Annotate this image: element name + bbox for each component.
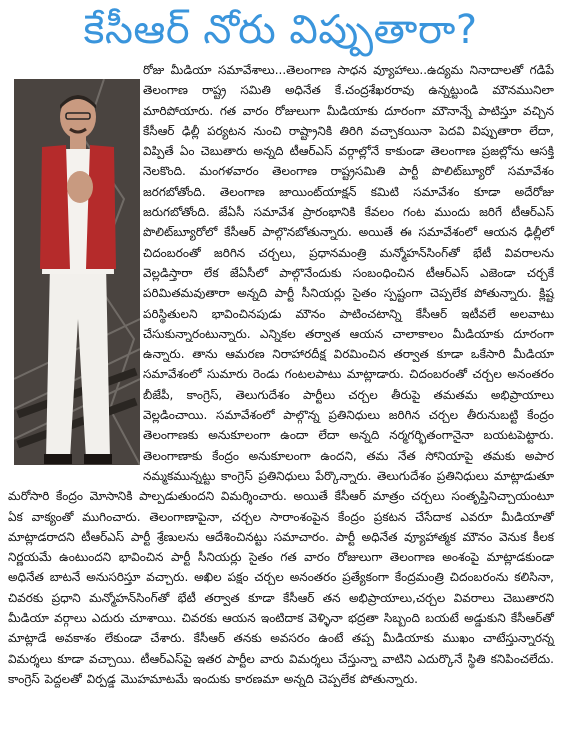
article-headline: కేసీఆర్ నోరు విప్పుతారా?: [83, 7, 478, 53]
article-paragraph: రోజు మీడియా సమావేశాలు...తెలంగాణ సాధన వ్యూహాలు..ఉద్యమ నినాదాలతో గడిపే తెలంగాణ రాష్ట్ర సమితి అధినేత కే.చంద్రశేఖరరావు ఉన్నట్టుండి మౌనమునిలా మారిపోయారు. గత వారం రోజులుగా మీడియాకు దూరంగా మౌనాన్నే పాటిస్తూ వచ్చిన కేసీఆర్ ఢిల్లీ పర్యటన నుంచి రాష్ట్రానికి తిరిగి వచ్చాకయినా పెదవి విప్పుతారా లేదా, విప్పితే ఏం చెబుతారు అన్నది టీఆర్ఎస్ వర్గాల్లోనే కాకుండా తెలంగాణ ప్రజల్లోను ఆసక్తి నెలకొంది. మంగళవారం తెలంగాణ రాష్ట్రసమితి పార్టీ పొలిట్‌బ్యూరో సమావేశం జరగబోతోంది. తెలంగాణ జాయింట్‌యాక్షన్ కమిటి సమావేశం కూడా అదేరోజు జరుగబోతోంది. జేఏసీ సమావేశ ప్రారంభానికి కేవలం గంట ముందు జరిగే టీఆర్ఎస్ పొలిట్‌బ్యూరోలో కేసీఆర్ పాల్గొనబోతున్నారు. అయితే ఈ సమావేశంలో ఆయన ఢిల్లీలో చిదంబరంతో జరిగిన చర్చలు, ప్రధానమంత్రి మన్మోహన్‌సింగ్‌తో భేటీ వివరాలను వెల్లడిస్తారా లేక జేఏసీలో పాల్గొనేందుకు సంబంధించిన టీఆర్ఎస్ ఎజెండా చర్చకే పరిమితమవుతారా అన్నది పార్టీ సీనియర్లు సైతం స్పష్టంగా చెప్పలేక పోతున్నారు. క్లిష్ట పరిస్థితులని భావించినపుడు మౌనం పాటించటాన్ని కేసీఆర్ ఇటీవలే అలవాటు చేసుకున్నారంటున్నారు. ఎన్నికల తర్వాత ఆయన చాలాకాలం మీడియాకు దూరంగా ఉన్నారు. తాను ఆమరణ నిరాహారదీక్ష విరమించిన తర్వాత కూడా ఒకేసారి మీడియా సమావేశంలో సుమారు రెండు గంటలపాటు మాట్లాడారు. చిదంబరంతో చర్చల అనంతరం బీజేపీ, కాంగ్రెస్, తెలుగుదేశం పార్టీలు చర్చల తీరుపై తమతమ అభిప్రాయాలు వెల్లడించాయి. సమావేశంలో పాల్గొన్న ప్రతినిధులు జరిగిన చర్చల తీరునుబట్టి కేంద్రం తెలంగాణకు అనుకూలంగా ఉందా లేదా అన్నది నర్మగర్భితంగానైనా బయటపెట్టారు. తెలంగాణాకు కేంద్రం అనుకూలంగా ఉందని, తమ నేత సోనియాపై తమకు అపార నమ్మకమున్నట్టు కాంగ్రెస్ ప్రతినిధులు పేర్కొన్నారు. తెలుగుదేశం ప్రతినిధులు మాట్లాడుతూ మరోసారి కేంద్రం మోసానికి పాల్పడుతుందని విమర్శించారు. అయితే కేసీఆర్ మాత్రం చర్చలు సంతృప్తినిచ్చాయంటూ ఏక వాక్యంతో ముగించారు. తెలంగాణాపైనా, చర్చల సారాంశంపైన కేంద్రం ప్రకటన చేసేదాక ఎవరూ మీడియాతో మాట్లాడరాదని టీఆర్ఎస్ పార్టీ శ్రేణులను ఆదేశించినట్టు సమాచారం. పార్టీ అధినేత వ్యూహాత్మక మౌనం వెనుక కీలక నిర్ణయమే ఉంటుందని భావించిన పార్టీ సీనియర్లు సైతం గత వారం రోజులుగా తెలంగాణ అంశంపై మాట్లాడకుండా అధినేత బాటనే అనుసరిస్తూ వచ్చారు. అఖిల పక్షం చర్చల అనంతరం ప్రత్యేకంగా కేంద్రమంత్రి చిదంబరంను కలిసినా, చివరకు ప్రధాని మన్మోహన్‌సింగ్‌తో భేటీ తర్వాత కూడా కేసీఆర్ తన అభిప్రాయాలు,చర్చల వివరాలు చెబుతారని మీడియా వర్గాలు ఎదురు చూశాయి. చివరకు ఆయన ఇంటిదాక వెళ్ళినా భద్రతా సిబ్బంది బయటే అడ్డుకుని కేసీఆర్‌తో మాట్లాడే అవకాశం లేకుండా చేశారు. కేసీఆర్ తనకు అవసరం ఉంటే తప్ప మీడియాకు ముఖం చాటేస్తున్నారన్న విమర్శలు కూడా వచ్చాయి. టీఆర్ఎస్‌పై ఇతర పార్టీల వారు విమర్శలు చేస్తున్నా వాటిని ఎదుర్కొనే స్థితి కనిపించలేదు. కాంగ్రెస్ పెద్దలతో విర్పడ్డ మొహమాటమే ఇందుకు కారణమా అన్నది చెప్పలేక పోతున్నారు.: [8, 63, 554, 686]
article-body: [8, 60, 554, 689]
photo-wrap-spacer: [8, 76, 143, 486]
